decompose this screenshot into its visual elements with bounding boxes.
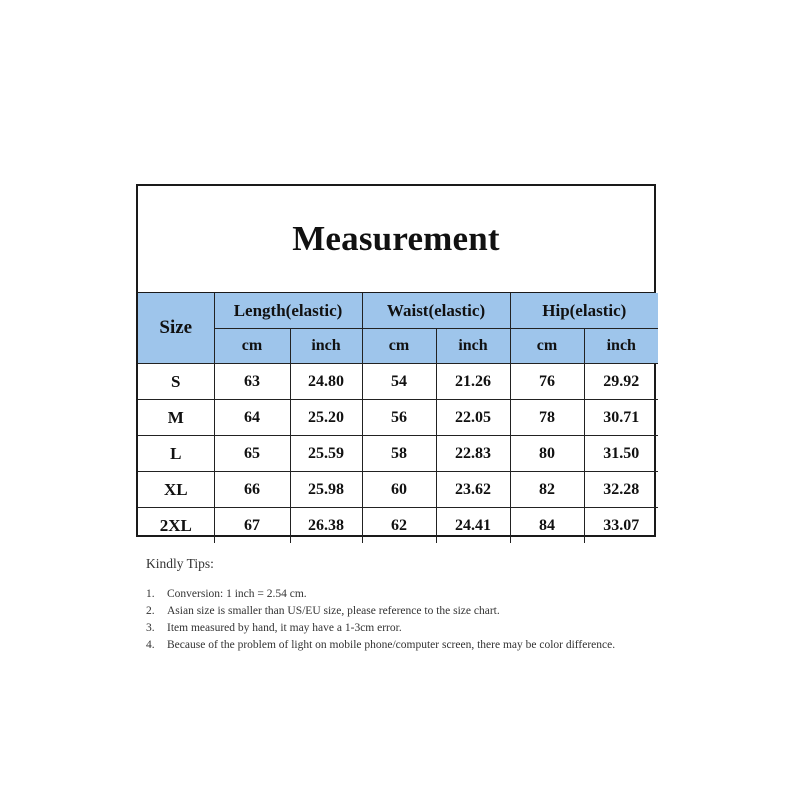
value-cell: 25.59 (290, 436, 362, 472)
tip-number: 1. (146, 588, 155, 600)
unit-header: inch (584, 329, 658, 364)
tip-number: 4. (146, 639, 155, 651)
value-cell: 21.26 (436, 364, 510, 400)
value-cell: 24.80 (290, 364, 362, 400)
value-cell: 25.98 (290, 472, 362, 508)
value-cell: 25.20 (290, 400, 362, 436)
table-row (138, 364, 658, 400)
value-cell: 26.38 (290, 508, 362, 544)
value-cell: 58 (362, 436, 436, 472)
header-length: Length(elastic) (214, 293, 362, 329)
value-cell: 80 (510, 436, 584, 472)
size-cell: L (138, 436, 214, 472)
tip-number: 2. (146, 605, 155, 617)
header-group-row (138, 293, 658, 329)
value-cell: 56 (362, 400, 436, 436)
value-cell: 66 (214, 472, 290, 508)
unit-header: cm (214, 329, 290, 364)
table-row (138, 472, 658, 508)
value-cell: 67 (214, 508, 290, 544)
size-header: Size (138, 293, 214, 364)
value-cell: 22.83 (436, 436, 510, 472)
value-cell: 29.92 (584, 364, 658, 400)
tip-text: Conversion: 1 inch = 2.54 cm. (167, 588, 307, 600)
tip-text: Asian size is smaller than US/EU size, please reference to the size chart. (167, 605, 500, 617)
list-item (146, 586, 666, 603)
tip-text: Because of the problem of light on mobile phone/computer screen, there may be color difference. (167, 639, 616, 651)
tip-text: Item measured by hand, it may have a 1-3cm error. (167, 622, 402, 634)
size-chart (136, 184, 656, 537)
chart-title: Measurement (138, 186, 654, 293)
size-cell: XL (138, 472, 214, 508)
value-cell: 82 (510, 472, 584, 508)
value-cell: 84 (510, 508, 584, 544)
unit-header: inch (290, 329, 362, 364)
header-unit-row (138, 329, 658, 364)
value-cell: 62 (362, 508, 436, 544)
value-cell: 60 (362, 472, 436, 508)
value-cell: 22.05 (436, 400, 510, 436)
value-cell: 30.71 (584, 400, 658, 436)
value-cell: 23.62 (436, 472, 510, 508)
list-item (146, 620, 666, 637)
header-hip: Hip(elastic) (510, 293, 658, 329)
value-cell: 54 (362, 364, 436, 400)
size-cell: S (138, 364, 214, 400)
header-waist: Waist(elastic) (362, 293, 510, 329)
value-cell: 31.50 (584, 436, 658, 472)
value-cell: 78 (510, 400, 584, 436)
unit-header: inch (436, 329, 510, 364)
size-cell: M (138, 400, 214, 436)
value-cell: 64 (214, 400, 290, 436)
size-table (138, 293, 658, 543)
table-row (138, 400, 658, 436)
list-item (146, 637, 666, 654)
tips-list (146, 586, 666, 654)
tips-title: Kindly Tips: (146, 556, 214, 571)
value-cell: 33.07 (584, 508, 658, 544)
unit-header: cm (362, 329, 436, 364)
table-row (138, 508, 658, 544)
value-cell: 24.41 (436, 508, 510, 544)
table-row (138, 436, 658, 472)
value-cell: 63 (214, 364, 290, 400)
value-cell: 76 (510, 364, 584, 400)
kindly-tips (146, 556, 666, 654)
tip-number: 3. (146, 622, 155, 634)
value-cell: 32.28 (584, 472, 658, 508)
list-item (146, 603, 666, 620)
value-cell: 65 (214, 436, 290, 472)
unit-header: cm (510, 329, 584, 364)
size-cell: 2XL (138, 508, 214, 544)
